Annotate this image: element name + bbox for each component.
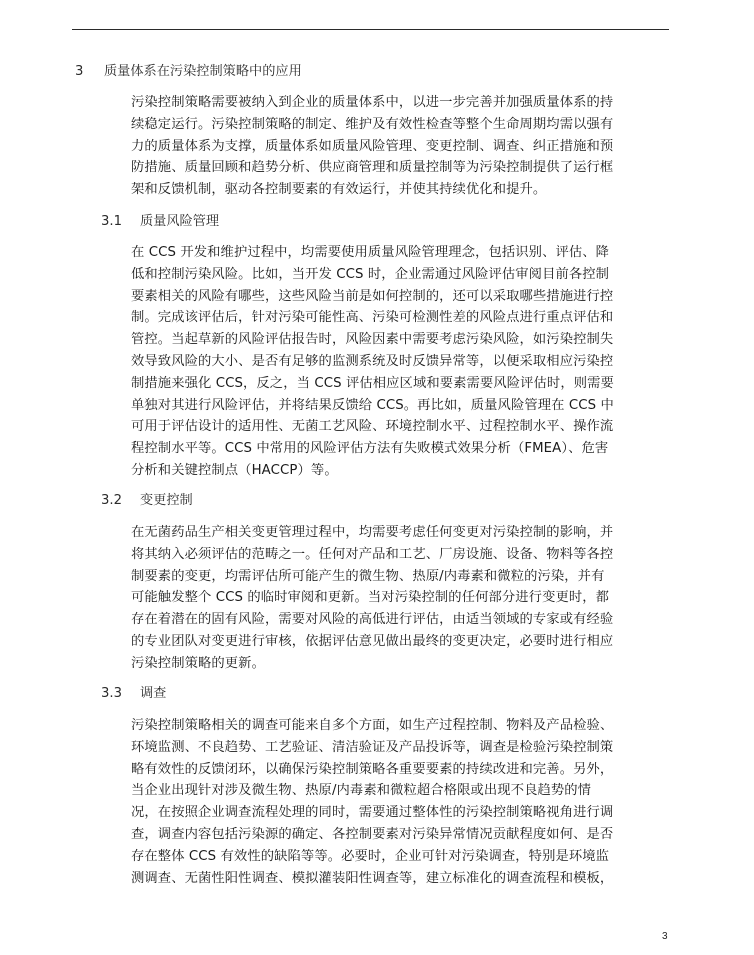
subsection-paragraph-3-3 — [131, 715, 671, 889]
subsection-number: 3.3 — [101, 686, 122, 701]
section-title: 质量体系在污染控制策略中的应用 — [104, 64, 302, 79]
header-rule — [72, 29, 669, 30]
paragraph-line: 污染控制策略相关的调查可能来自多个方面，如生产过程控制、物料及产品检验、 — [131, 718, 614, 733]
paragraph-line: 可用于评估设计的适用性、无菌工艺风险、环境控制水平、过程控制水平、操作流 — [131, 419, 614, 435]
paragraph-line: 架和反馈机制，驱动各控制要素的有效运行，并使其持续优化和提升。 — [131, 182, 547, 198]
paragraph-line: 当企业出现针对涉及微生物、热原/内毒素和微粒超合格限或出现不良趋势的情 — [131, 783, 592, 799]
paragraph-line: 力的质量体系为支撑，质量体系如质量风险管理、变更控制、调查、纠正措施和预 — [131, 138, 614, 154]
subsection-title: 调查 — [140, 686, 167, 701]
paragraph-line: 防措施、质量回顾和趋势分析、供应商管理和质量控制等为污染控制提供了运行框 — [131, 160, 614, 176]
paragraph-line: 污染控制策略需要被纳入到企业的质量体系中，以进一步完善并加强质量体系的持 — [131, 95, 614, 110]
paragraph-line: 存在整体 CCS 有效性的缺陷等等。必要时，企业可针对污染调查，特别是环境监 — [131, 848, 610, 864]
paragraph-line: 的专业团队对变更进行审核，依据评估意见做出最终的变更决定，必要时进行相应 — [131, 633, 614, 649]
paragraph-line: 程控制水平等。CCS 中常用的风险评估方法有失败模式效果分析（FMEA）、危害 — [131, 441, 609, 457]
paragraph-line: 况，在按照企业调查流程处理的同时，需要通过整体性的污染控制策略视角进行调 — [131, 805, 614, 821]
paragraph-line: 续稳定运行。污染控制策略的制定、维护及有效性检查等整个生命周期均需以强有 — [131, 116, 614, 132]
paragraph-line: 效导致风险的大小、是否有足够的监测系统及时反馈异常等，以便采取相应污染控 — [131, 353, 614, 369]
subsection-paragraph-3-2 — [131, 522, 671, 675]
subsection-paragraph-3-1 — [131, 242, 671, 482]
subsection-heading-3-2 — [101, 491, 193, 511]
paragraph-line: 制。完成该评估后，针对污染可能性高、污染可检测性差的风险点进行重点评估和 — [131, 310, 614, 326]
paragraph-line: 略有效性的反馈闭环，以确保污染控制策略各重要要素的持续改进和完善。另外， — [131, 761, 614, 777]
section-heading — [75, 62, 302, 82]
paragraph-line: 查，调查内容包括污染源的确定、各控制要素对污染异常情况贡献程度如何、是否 — [131, 826, 614, 842]
paragraph-line: 单独对其进行风险评估，并将结果反馈给 CCS。再比如，质量风险管理在 CCS 中 — [131, 397, 614, 413]
paragraph-line: 分析和关键控制点（HACCP）等。 — [131, 462, 338, 478]
paragraph-line: 制措施来强化 CCS，反之，当 CCS 评估相应区域和要素需要风险评估时，则需要 — [131, 375, 614, 391]
paragraph-line: 要素相关的风险有哪些，这些风险当前是如何控制的，还可以采取哪些措施进行控 — [131, 288, 614, 304]
paragraph-line: 将其纳入必须评估的范畴之一。任何对产品和工艺、厂房设施、设备、物料等各控 — [131, 546, 614, 562]
subsection-title: 变更控制 — [140, 493, 193, 508]
paragraph-line: 管控。当起草新的风险评估报告时，风险因素中需要考虑污染风险，如污染控制失 — [131, 332, 614, 348]
section-intro-paragraph — [131, 92, 671, 201]
paragraph-line: 存在着潜在的固有风险，需要对风险的高低进行评估，由适当领域的专家或有经验 — [131, 612, 614, 628]
paragraph-line: 制要素的变更，均需评估所可能产生的微生物、热原/内毒素和微粒的污染，并有 — [131, 568, 605, 584]
subsection-number: 3.2 — [101, 493, 122, 508]
section-number: 3 — [75, 64, 84, 79]
paragraph-line: 污染控制策略的更新。 — [131, 655, 265, 671]
paragraph-line: 在无菌药品生产相关变更管理过程中，均需要考虑任何变更对污染控制的影响，并 — [131, 525, 614, 540]
paragraph-line: 测调查、无菌性阳性调查、模拟灌装阳性调查等，建立标准化的调查流程和模板， — [131, 870, 614, 886]
paragraph-line: 环境监测、不良趋势、工艺验证、清洁验证及产品投诉等，调查是检验污染控制策 — [131, 739, 614, 755]
subsection-heading-3-1 — [101, 212, 219, 232]
paragraph-line: 在 CCS 开发和维护过程中，均需要使用质量风险管理理念，包括识别、评估、降 — [131, 245, 610, 260]
paragraph-line: 可能触发整个 CCS 的临时审阅和更新。当对污染控制的任何部分进行变更时，都 — [131, 590, 610, 606]
subsection-title: 质量风险管理 — [140, 214, 220, 229]
paragraph-line: 低和控制污染风险。比如，当开发 CCS 时，企业需通过风险评估审阅目前各控制 — [131, 266, 610, 282]
subsection-number: 3.1 — [101, 214, 122, 229]
subsection-heading-3-3 — [101, 684, 166, 704]
page-number: 3 — [662, 931, 668, 942]
